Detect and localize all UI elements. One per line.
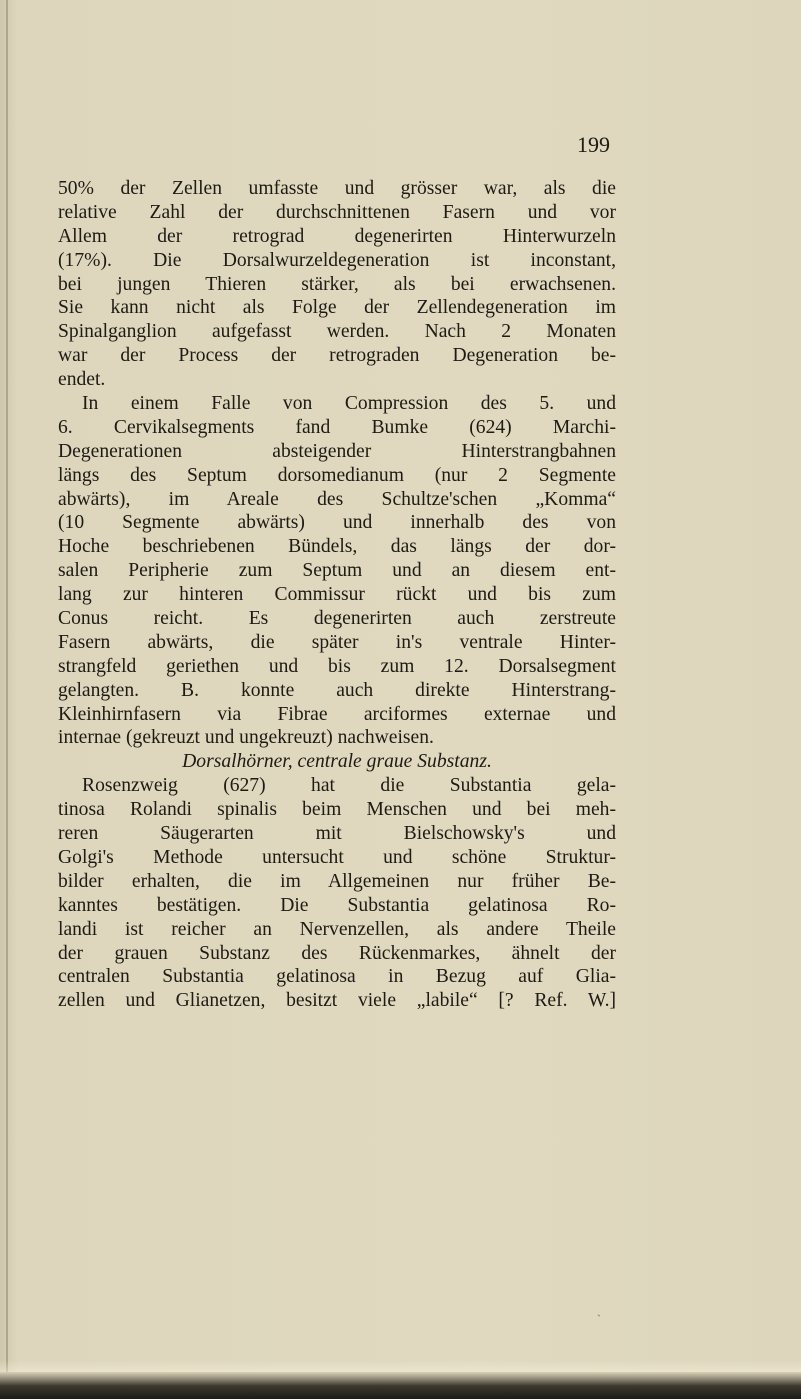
text-line: Degenerationen absteigender Hinterstrangbahnen (58, 440, 616, 462)
text-line: internae (gekreuzt und ungekreuzt) nachweisen. (58, 727, 434, 749)
text-line: Hoche beschriebenen Bündels, das längs der dor- (58, 536, 616, 558)
text-line: bilder erhalten, die im Allgemeinen nur früher Be- (58, 870, 616, 892)
text-line: (10 Segmente abwärts) und innerhalb des von (58, 512, 616, 534)
text-line: Allem der retrograd degenerirten Hinterwurzeln (58, 225, 616, 247)
text-line: Kleinhirnfasern via Fibrae arciformes externae und (58, 703, 616, 725)
page-number: 199 (577, 132, 610, 157)
text-line: In einem Falle von Compression des 5. und (82, 393, 616, 415)
text-line: 6. Cervikalsegments fand Bumke (624) Marchi- (58, 416, 616, 438)
text-line: kanntes bestätigen. Die Substantia gelatinosa Ro- (58, 894, 616, 916)
text-line: (17%). Die Dorsalwurzeldegeneration ist inconstant, (58, 249, 616, 271)
text-line: lang zur hinteren Commissur rückt und bis zum (58, 584, 616, 606)
text-line: Rosenzweig (627) hat die Substantia gela- (82, 775, 616, 797)
text-line: längs des Septum dorsomedianum (nur 2 Segmente (58, 464, 616, 486)
body-text (58, 177, 616, 1013)
text-line: centralen Substantia gelatinosa in Bezug auf Glia- (58, 966, 616, 988)
text-line: landi ist reicher an Nervenzellen, als andere Theile (58, 918, 616, 940)
text-line: tinosa Rolandi spinalis beim Menschen und bei meh- (58, 799, 616, 821)
section-heading: Dorsalhörner, centrale graue Substanz. (182, 751, 492, 773)
text-line: der grauen Substanz des Rückenmarkes, ähnelt der (58, 942, 616, 964)
text-line: bei jungen Thieren stärker, als bei erwachsenen. (58, 273, 616, 295)
text-line: Fasern abwärts, die später in's ventrale Hinter- (58, 631, 616, 653)
page-bottom-edge (0, 1372, 801, 1399)
text-line: reren Säugerarten mit Bielschowsky's und (58, 823, 616, 845)
text-line: Spinalganglion aufgefasst werden. Nach 2 Monaten (58, 321, 616, 343)
text-line: Conus reicht. Es degenerirten auch zerstreute (58, 608, 616, 630)
text-line: abwärts), im Areale des Schultze'schen „Komma“ (58, 488, 616, 510)
page-gutter (6, 0, 8, 1399)
text-line: relative Zahl der durchschnittenen Fasern und vor (58, 201, 616, 223)
text-line: war der Process der retrograden Degeneration be- (58, 345, 616, 367)
text-line: gelangten. B. konnte auch direkte Hinterstrang- (58, 679, 616, 701)
text-line: Golgi's Methode untersucht und schöne Struktur- (58, 846, 616, 868)
stray-mark: ˎ (597, 1303, 601, 1317)
text-line: strangfeld geriethen und bis zum 12. Dorsalsegment (58, 655, 616, 677)
text-line: Sie kann nicht als Folge der Zellendegeneration im (58, 297, 616, 319)
text-line: salen Peripherie zum Septum und an diesem ent- (58, 560, 616, 582)
text-line: zellen und Glianetzen, besitzt viele „labile“ [? Ref. W.] (58, 990, 616, 1012)
text-line: 50% der Zellen umfasste und grösser war, als die (58, 178, 616, 199)
text-line: endet. (58, 369, 106, 391)
